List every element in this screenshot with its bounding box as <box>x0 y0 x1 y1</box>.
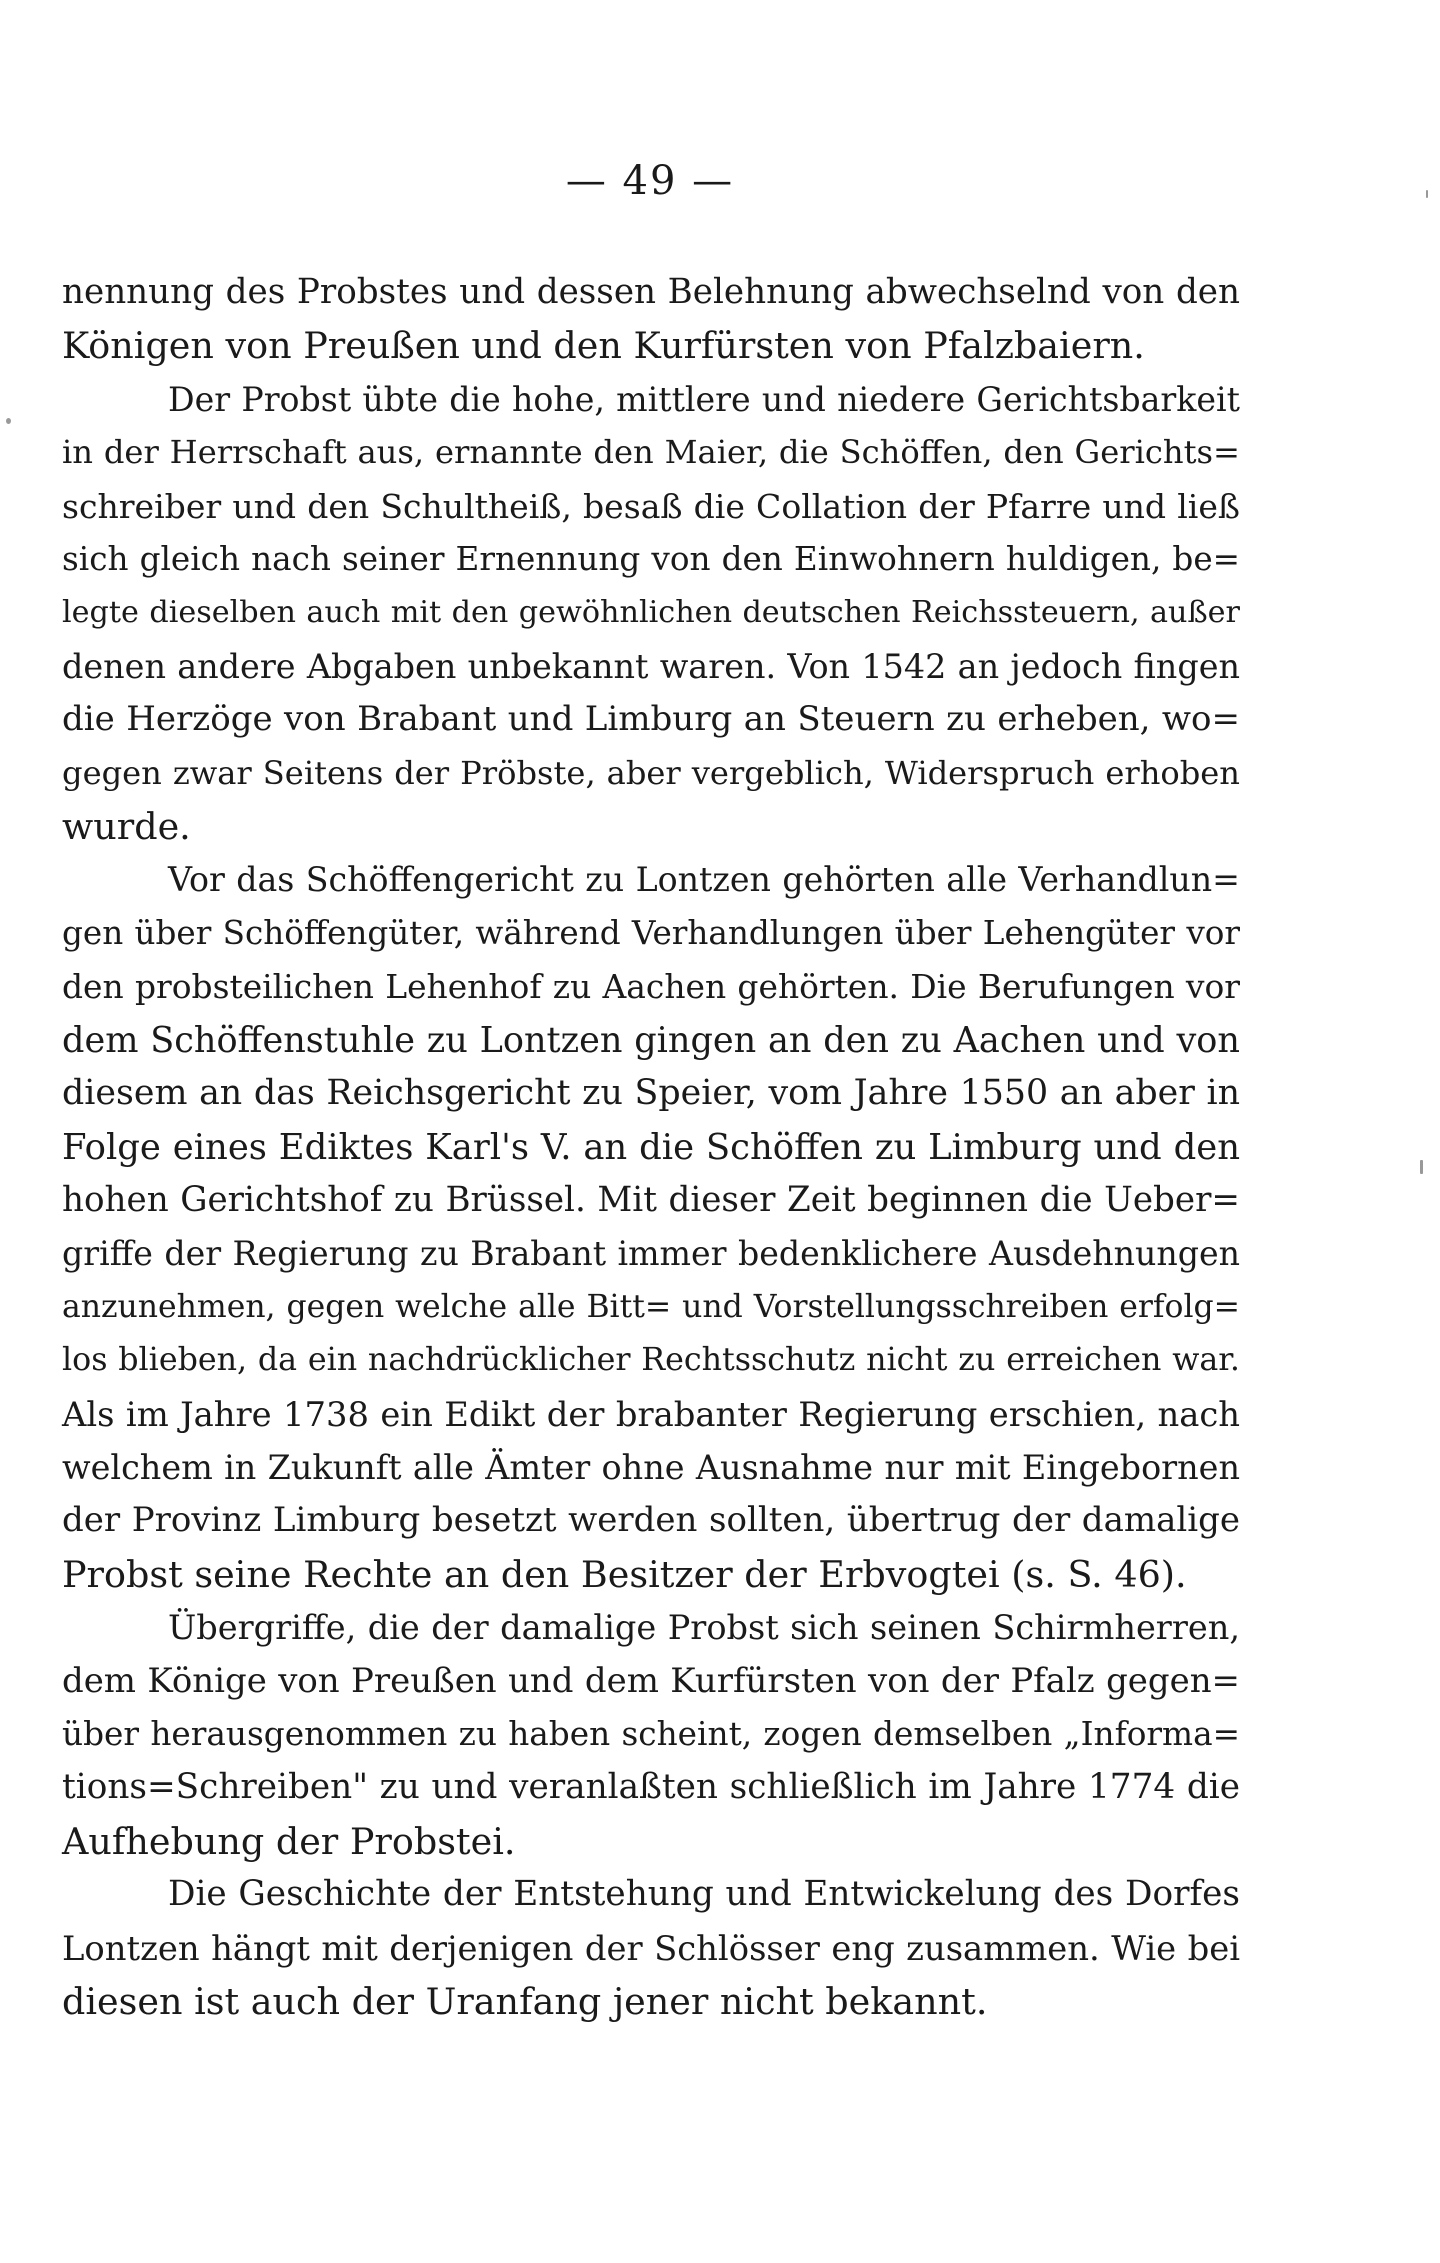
text-line: Königen von Preußen und den Kurfürsten von Pfalzbaiern. <box>62 324 1145 368</box>
text-line: sich gleich nach seiner Ernennung von den Einwohnern huldigen, be= <box>62 540 1240 579</box>
text-line: los blieben, da ein nachdrücklicher Rechtsschutz nicht zu erreichen war. <box>62 1342 1240 1379</box>
text-line: gen über Schöffengüter, während Verhandlungen über Lehengüter vor <box>62 913 1240 952</box>
text-line: denen andere Abgaben unbekannt waren. Von 1542 an jedoch fingen <box>62 646 1240 686</box>
text-line: wurde. <box>62 805 191 849</box>
text-line: Als im Jahre 1738 ein Edikt der brabanter Regierung erschien, nach <box>62 1394 1240 1434</box>
scan-speck <box>1426 190 1428 198</box>
page-number: — 49 — <box>565 158 735 204</box>
text-line: welchem in Zukunft alle Ämter ohne Ausnahme nur mit Eingebornen <box>62 1447 1240 1487</box>
scan-speck <box>6 418 11 424</box>
text-line: legte dieselben auch mit den gewöhnlichen deutschen Reichssteuern, außer <box>62 595 1240 631</box>
text-line: Aufhebung der Probstei. <box>62 1819 516 1863</box>
text-line: hohen Gerichtshof zu Brüssel. Mit dieser Zeit beginnen die Ueber= <box>62 1179 1240 1220</box>
text-line: Folge eines Ediktes Karl's V. an die Schöffen zu Limburg und den <box>62 1126 1240 1168</box>
text-line: gegen zwar Seitens der Pröbste, aber vergeblich, Widerspruch erhoben <box>62 753 1240 792</box>
text-line: in der Herrschaft aus, ernannte den Maier, die Schöffen, den Gerichts= <box>62 433 1240 472</box>
text-line: schreiber und den Schultheiß, besaß die Collation der Pfarre und ließ <box>62 486 1240 526</box>
text-line: über herausgenommen zu haben scheint, zogen demselben „Informa= <box>62 1714 1240 1753</box>
text-line: Die Geschichte der Entstehung und Entwickelung des Dorfes <box>168 1874 1240 1915</box>
scan-speck <box>1420 1160 1423 1174</box>
text-line: dem Könige von Preußen und dem Kurfürsten von der Pfalz gegen= <box>62 1660 1240 1701</box>
paragraph-4 <box>62 1601 1240 1868</box>
text-line: dem Schöffenstuhle zu Lontzen gingen an den zu Aachen und von <box>62 1019 1240 1061</box>
text-line: anzunehmen, gegen welche alle Bitt= und Vorstellungsschreiben erfolg= <box>62 1288 1240 1325</box>
paragraph-5 <box>62 1868 1240 2028</box>
text-line: diesen ist auch der Uranfang jener nicht bekannt. <box>62 1980 988 2023</box>
paragraph-2 <box>62 373 1240 854</box>
text-line: nennung des Probstes und dessen Belehnung abwechselnd von den <box>62 272 1240 312</box>
text-line: tions=Schreiben" zu und veranlaßten schließlich im Jahre 1774 die <box>62 1767 1240 1808</box>
text-line: Der Probst übte die hohe, mittlere und niedere Gerichtsbarkeit <box>168 379 1240 419</box>
text-line: Übergriffe, die der damalige Probst sich seinen Schirmherren, <box>168 1608 1240 1648</box>
text-line: griffe der Regierung zu Brabant immer bedenklichere Ausdehnungen <box>62 1234 1240 1274</box>
paragraph-3 <box>62 853 1240 1601</box>
text-line: diesem an das Reichsgericht zu Speier, vom Jahre 1550 an aber in <box>62 1073 1240 1114</box>
text-line: Lontzen hängt mit derjenigen der Schlösser eng zusammen. Wie bei <box>62 1928 1240 1968</box>
text-line: Probst seine Rechte an den Besitzer der Erbvogtei (s. S. 46). <box>62 1552 1187 1596</box>
text-line: Vor das Schöffengericht zu Lontzen gehörten alle Verhandlun= <box>168 860 1240 900</box>
text-line: der Provinz Limburg besetzt werden sollten, übertrug der damalige <box>62 1500 1240 1541</box>
body-text <box>62 266 1240 2028</box>
paragraph-1 <box>62 266 1240 373</box>
text-line: den probsteilichen Lehenhof zu Aachen gehörten. Die Berufungen vor <box>62 967 1240 1007</box>
text-line: die Herzöge von Brabant und Limburg an Steuern zu erheben, wo= <box>62 699 1240 740</box>
